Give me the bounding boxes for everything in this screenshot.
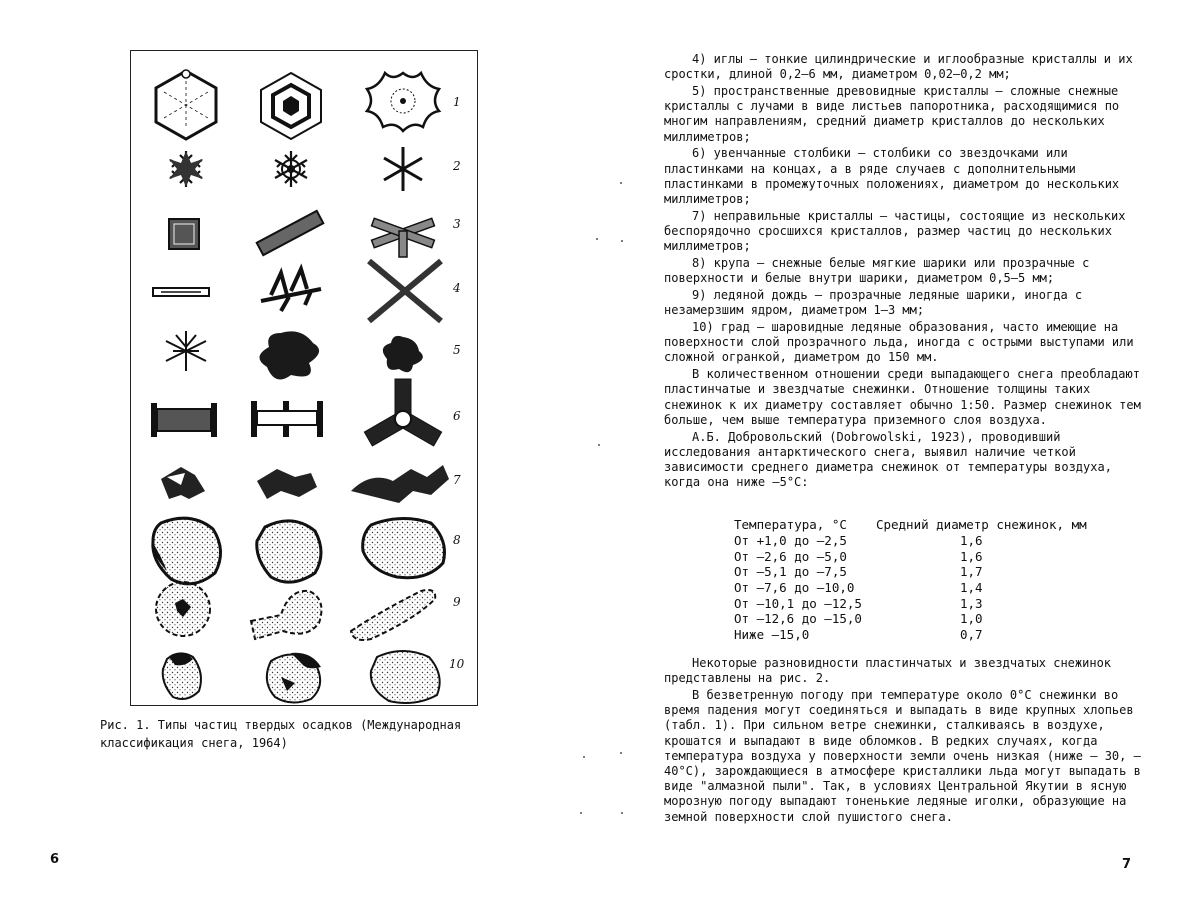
page-number-left: 6 <box>50 852 60 867</box>
table-cell-temperature: От –7,6 до –10,0 <box>734 580 855 596</box>
row-label-4: 4 <box>453 281 461 295</box>
page-number-right: 7 <box>1122 857 1132 872</box>
table-cell-temperature: От –10,1 до –12,5 <box>734 595 862 611</box>
paragraph-ice-rain: 9) ледяной дождь – прозрачные ледяные шарики, иногда с незамерзшим ядром, диаметром 1–3 мм; <box>664 288 1083 318</box>
caption-line-1: Рис. 1. Типы частиц твердых осадков (Международная <box>100 718 462 732</box>
row4-needles <box>153 261 441 321</box>
table-cell-diameter: 1,7 <box>959 564 983 580</box>
table-row <box>734 611 1087 627</box>
table-header-temperature: Температура, °С <box>734 517 847 533</box>
table-row <box>734 533 1087 549</box>
paragraph-spatial: 5) пространственные древовидные кристаллы – сложные снежные кристаллы с лучами в виде листьев папоротника, расходящимися по многим направлениям, средний диаметр кристаллов до нескольких миллиметров; <box>664 84 1120 144</box>
row8-graupel <box>153 518 445 584</box>
scan-speck <box>621 240 623 242</box>
paragraph-irregular: 7) неправильные кристаллы – частицы, состоящие из нескольких беспорядочно сросшихся кристаллов, размер частиц до нескольких миллиметров; <box>664 208 1126 254</box>
scan-speck <box>598 444 600 446</box>
row-label-5: 5 <box>453 343 461 357</box>
table-cell-temperature: От +1,0 до –2,5 <box>734 533 847 549</box>
row-label-9: 9 <box>453 595 461 609</box>
table-cell-diameter: 0,7 <box>959 627 983 643</box>
scan-speck <box>620 752 622 754</box>
table-row <box>734 564 1087 580</box>
table-cell-diameter: 1,6 <box>959 533 983 549</box>
table-header-row <box>734 517 1087 533</box>
table-row <box>734 627 1087 643</box>
row3-columns <box>169 211 434 257</box>
row-label-7: 7 <box>453 473 461 487</box>
table-header-diameter: Средний диаметр снежинок, мм <box>875 517 1087 533</box>
paragraph-figure-ref: Некоторые разновидности пластинчатых и звездчатых снежинок представлены на рис. 2. <box>664 656 1112 686</box>
row-label-6: 6 <box>453 409 461 423</box>
row10-hail <box>163 651 440 703</box>
scan-speck <box>583 756 585 758</box>
table-cell-temperature: От –12,6 до –15,0 <box>734 611 862 627</box>
scan-speck <box>621 812 623 814</box>
table-cell-diameter: 1,6 <box>959 548 983 564</box>
paragraph-hail: 10) град – шаровидные ледяные образования, часто имеющие на поверхности слой прозрачного льда, иногда с острыми выступами или сложной огранкой, диаметром до 150 мм. <box>664 320 1134 365</box>
table-cell-diameter: 1,4 <box>959 580 983 596</box>
scan-speck <box>620 182 622 184</box>
temperature-diameter-table <box>734 517 1087 643</box>
body-text <box>664 52 1154 492</box>
table-cell-temperature: От –5,1 до –7,5 <box>734 564 847 580</box>
snow-crystal-drawings <box>131 51 479 707</box>
snow-crystal-figure <box>130 50 478 706</box>
table-cell-temperature: От –2,6 до –5,0 <box>734 548 847 564</box>
scan-speck <box>580 812 582 814</box>
table-cell-diameter: 1,3 <box>959 595 983 611</box>
row-label-8: 8 <box>453 533 461 547</box>
row-label-2: 2 <box>453 159 461 173</box>
row-label-10: 10 <box>449 657 465 671</box>
table-row <box>734 548 1087 564</box>
paragraph-dobrowolski: А.Б. Добровольский (Dobrowolski, 1923), проводивший исследования антарктического снега, выявил наличие четкой зависимости среднего диаметра снежинок от температуры воздуха, когда она ниже –5°C: <box>664 429 1112 490</box>
paragraph-graupel: 8) крупа – снежные белые мягкие шарики или прозрачные с поверхности и белые внутри шарики, диаметром 0,5–5 мм; <box>664 256 1090 286</box>
table-cell-temperature: Ниже –15,0 <box>734 627 810 643</box>
figure-caption <box>100 716 520 752</box>
scan-speck <box>596 238 598 240</box>
table-row <box>734 580 1087 596</box>
row1-plates <box>156 70 439 139</box>
row-label-3: 3 <box>453 217 461 231</box>
body-text-continued <box>664 656 1154 826</box>
row6-capped-columns <box>151 379 442 446</box>
row2-stellar <box>169 147 422 191</box>
caption-line-2: классификация снега, 1964) <box>100 736 288 750</box>
paragraph-needles: 4) иглы – тонкие цилиндрические и иглообразные кристаллы и их сростки, длиной 0,2–6 мм, диаметром 0,02–0,2 мм; <box>664 52 1133 82</box>
paragraph-quantity: В количественном отношении среди выпадающего снега преобладают пластинчатые и звездчатые снежинки. Отношение толщины таких снежинок к их диаметру составляет обычно 1:50. Размер снежинок тем больше, чем выше температура приземного слоя воздуха. <box>664 367 1141 427</box>
row-label-1: 1 <box>453 95 461 109</box>
paragraph-flakes: В безветренную погоду при температуре около 0°С снежинки во время падения могут соединяться и выпадать в виде крупных хлопьев (табл. 1). При сильном ветре снежинки, сталкиваясь в воздухе, крошатся и выпадают в виде обломков. В редких случаях, когда температура воздуха у поверхности земли очень низкая (ниже – 30, – 40°С), зарождающиеся в атмосфере кристаллики льда могут выпадать в виде "алмазной пыли". Так, в условиях Центральной Якутии в ясную морозную погоду выпадают тоненькие ледяные иголки, образующие на земной поверхности слой пушистого снега. <box>664 688 1141 824</box>
row5-spatial-dendrites <box>166 331 423 380</box>
table-row <box>734 595 1087 611</box>
table-cell-diameter: 1,0 <box>959 611 983 627</box>
row9-ice-pellets <box>156 582 435 640</box>
row7-irregular-crystals <box>161 465 449 503</box>
paragraph-capped-columns: 6) увенчанные столбики – столбики со звездочками или пластинками на концах, а в ряде случаев с дополнительными пластинками в промежуточных положениях, диаметром до нескольких миллиметров; <box>664 146 1120 207</box>
